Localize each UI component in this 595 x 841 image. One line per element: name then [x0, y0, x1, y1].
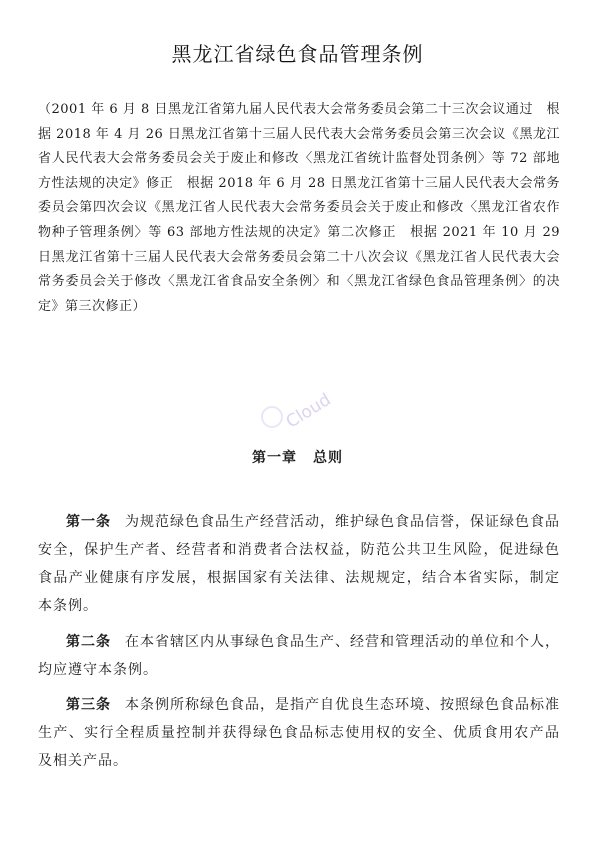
watermark-text: Cloud	[282, 389, 335, 433]
article-text: 在本省辖区内从事绿色食品生产、经营和管理活动的单位和个人，均应遵守本条例。	[38, 634, 560, 678]
article-label: 第三条	[66, 697, 111, 713]
chapter-heading	[0, 447, 595, 467]
chapter-name: 总则	[313, 450, 343, 466]
article-1	[38, 508, 560, 620]
article-label: 第一条	[66, 514, 111, 530]
article-text: 本条例所称绿色食品，是指产自优良生态环境、按照绿色食品标准生产、实行全程质量控制并获得绿色食品标志使用权的安全、优质食用农产品及相关产品。	[38, 697, 560, 769]
cloud-watermark-logo	[250, 383, 350, 433]
article-label: 第二条	[66, 634, 111, 650]
chapter-number: 第一章	[252, 450, 297, 466]
document-title: 黑龙江省绿色食品管理条例	[171, 42, 424, 66]
article-3	[38, 691, 560, 775]
article-2	[38, 628, 560, 684]
article-text: 为规范绿色食品生产经营活动，维护绿色食品信誉，保证绿色食品安全，保护生产者、经营者和消费者合法权益，防范公共卫生风险，促进绿色食品产业健康有序发展，根据国家有关法律、法规规定，结合本省实际，制定本条例。	[38, 514, 560, 614]
document-preamble: （2001 年 6 月 8 日黑龙江省第九届人民代表大会常务委员会第二十三次会议通过 根据 2018 年 4 月 26 日黑龙江省第十三届人民代表大会常务委员会第三次会议《黑龙江省人民代表大会常务委员会关于废止和修改〈黑龙江省统计监督处罚条例〉等 72 部地方性法规的决定》修正 根据 2018 年 6 月 28 日黑龙江省第十三届人民代表大会常务委员会第四次会议《黑龙江省人民代表大会常务委员会关于废止和修改〈黑龙江省农作物种子管理条例〉等 63 部地方性法规的决定》第二次修正 根据 2021 年 10 月 29 日黑龙江省第十三届人民代表大会常务委员会第二十八次会议《黑龙江省人民代表大会常务委员会关于修改〈黑龙江省食品安全条例〉和〈黑龙江省绿色食品管理条例〉的决定》第三次修正）	[38, 102, 560, 314]
